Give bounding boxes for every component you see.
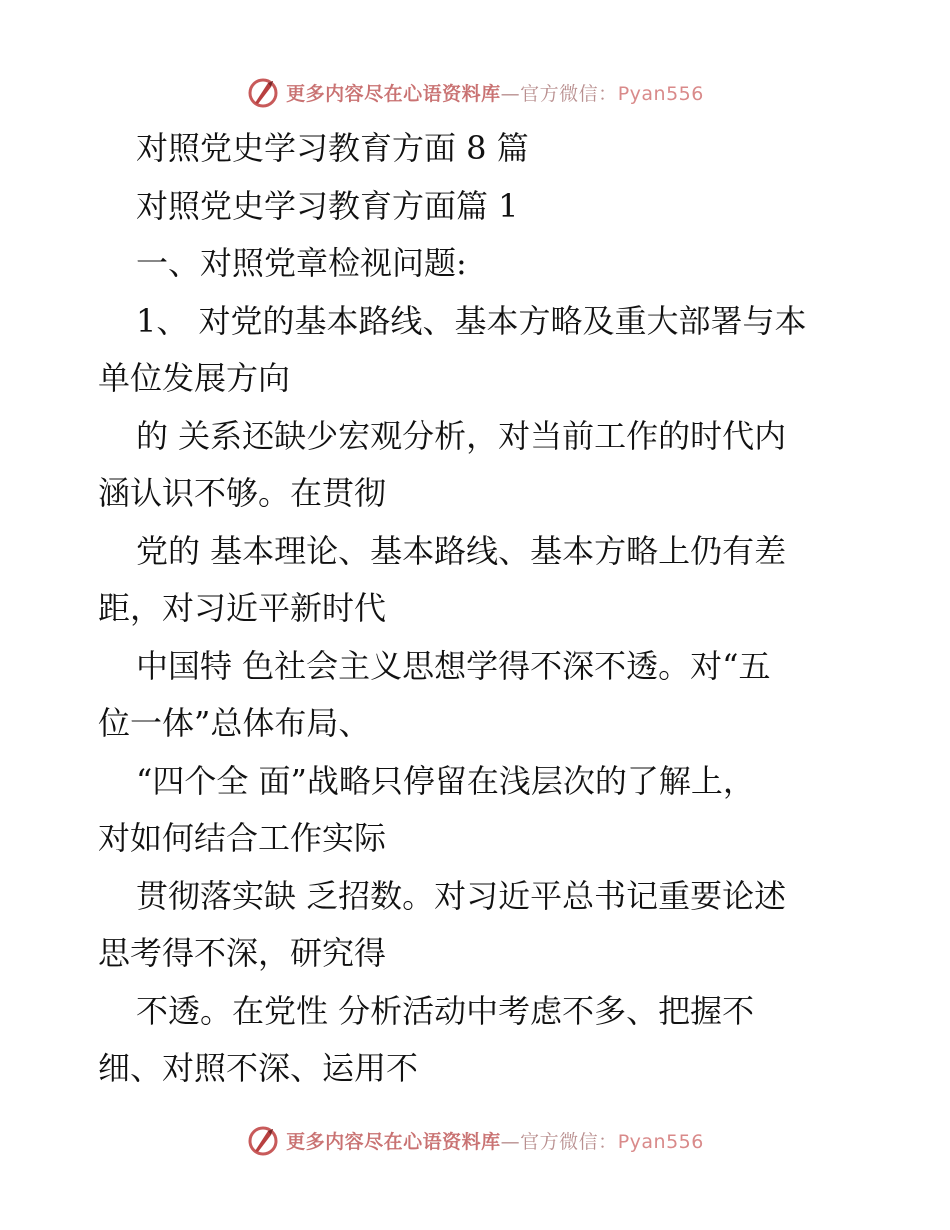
quill-logo-icon xyxy=(246,75,280,109)
watermark-wechat-id: Pyan556 xyxy=(617,1130,704,1153)
watermark-footer xyxy=(0,1118,950,1162)
document-title: 对照党史学习教育方面 8 篇 xyxy=(136,129,529,167)
paragraph-line: 1、 对党的基本路线、基本方略及重大部署与本 xyxy=(136,301,807,340)
paragraph-line: 位一体”总体布局、 xyxy=(98,704,371,742)
watermark-label: 官方微信： xyxy=(520,1130,618,1153)
watermark-brand: 更多内容尽在心语资料库 xyxy=(286,82,501,105)
watermark-label: 官方微信： xyxy=(520,82,618,105)
paragraph-line: 思考得不深，研究得 xyxy=(98,934,387,972)
paragraph-line: “四个全 面”战略只停留在浅层次的了解上， xyxy=(136,761,755,800)
paragraph-line: 不透。在党性 分析活动中考虑不多、把握不 xyxy=(136,991,755,1030)
watermark-text xyxy=(286,79,704,106)
section-heading: 对照党史学习教育方面篇 1 xyxy=(136,186,519,225)
paragraph-line: 中国特 色社会主义思想学得不深不透。对“五 xyxy=(136,646,771,685)
paragraph-line: 对如何结合工作实际 xyxy=(98,819,387,857)
watermark-header xyxy=(0,70,950,114)
paragraph-line: 细、对照不深、运用不 xyxy=(98,1049,419,1087)
watermark-separator: — xyxy=(500,82,521,105)
paragraph-line: 距，对习近平新时代 xyxy=(98,589,387,627)
watermark-brand: 更多内容尽在心语资料库 xyxy=(286,1130,501,1153)
watermark-wechat-id: Pyan556 xyxy=(617,82,704,105)
watermark-separator: — xyxy=(500,1130,521,1153)
paragraph-line: 涵认识不够。在贯彻 xyxy=(98,474,387,512)
subsection-heading: 一、对照党章检视问题: xyxy=(136,244,467,282)
watermark-text xyxy=(286,1127,704,1154)
paragraph-line: 的 关系还缺少宏观分析，对当前工作的时代内 xyxy=(136,416,787,455)
quill-logo-icon xyxy=(246,1123,280,1157)
document-body xyxy=(98,120,858,1098)
paragraph-line: 单位发展方向 xyxy=(98,359,291,397)
paragraph-line: 党的 基本理论、基本路线、基本方略上仍有差 xyxy=(136,531,787,570)
paragraph-line: 贯彻落实缺 乏招数。对习近平总书记重要论述 xyxy=(136,876,787,915)
